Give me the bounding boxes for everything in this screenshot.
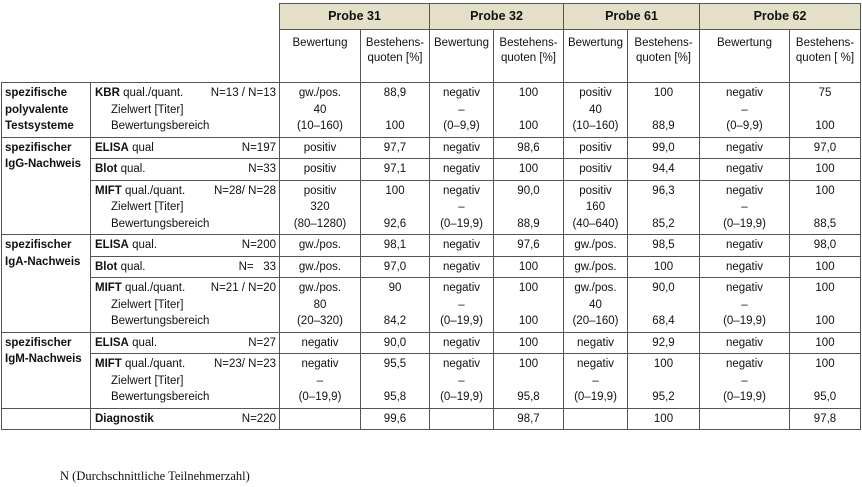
test-cell: Blot qual. N=33 — [91, 159, 280, 181]
table-row — [2, 332, 861, 354]
quote-cell: 100 — [628, 256, 700, 278]
quote-cell: 88,9 100 — [361, 83, 430, 138]
quote-cell: 90,0 68,4 — [628, 278, 700, 333]
quote-cell: 75 100 — [790, 83, 861, 138]
bewertung-cell — [430, 408, 494, 430]
test-cell: ELISA qual N=197 — [91, 137, 280, 159]
bewertung-cell: negativ – (0–19,9) — [700, 278, 790, 333]
bewertung-cell: gw./pos. 40 (20–160) — [564, 278, 628, 333]
quote-cell: 100 95,2 — [628, 354, 700, 409]
quote-cell: 100 95,0 — [790, 354, 861, 409]
quote-cell: 98,5 — [628, 235, 700, 257]
quote-cell: 98,1 — [361, 235, 430, 257]
bewertung-cell: negativ – (0–9,9) — [700, 83, 790, 138]
footnote: N (Durchschnittliche Teilnehmerzahl) — [60, 469, 250, 483]
quote-cell: 97,0 — [361, 256, 430, 278]
bewertung-cell: positiv — [280, 137, 361, 159]
quote-cell: 100 100 — [790, 278, 861, 333]
quote-cell: 99,6 — [361, 408, 430, 430]
quote-cell: 100 — [494, 332, 564, 354]
bewertung-cell: negativ – (0–19,9) — [430, 180, 494, 235]
bewertung-cell: negativ — [430, 256, 494, 278]
quote-cell: 97,7 — [361, 137, 430, 159]
quote-cell: 100 — [790, 256, 861, 278]
quote-cell: 100 — [790, 332, 861, 354]
bewertung-cell: negativ — [700, 137, 790, 159]
col-bewertung: Bewertung — [564, 30, 628, 83]
bewertung-cell: negativ — [430, 137, 494, 159]
quote-cell: 98,7 — [494, 408, 564, 430]
bewertung-cell: negativ — [430, 159, 494, 181]
quote-cell: 95,5 95,8 — [361, 354, 430, 409]
quote-cell: 100 — [790, 159, 861, 181]
bewertung-cell — [280, 408, 361, 430]
header-blank — [2, 4, 280, 30]
probe-header: Probe 62 — [700, 4, 861, 30]
col-quote: Bestehens- quoten [%] — [361, 30, 430, 83]
bewertung-cell: positiv — [280, 159, 361, 181]
col-quote: Bestehens- quoten [ %] — [790, 30, 861, 83]
test-cell: ELISA qual. N=27 — [91, 332, 280, 354]
col-bewertung: Bewertung — [700, 30, 790, 83]
quote-cell: 98,0 — [790, 235, 861, 257]
bewertung-cell: negativ — [430, 235, 494, 257]
bewertung-cell: gw./pos. — [280, 235, 361, 257]
quote-cell: 100 100 — [494, 83, 564, 138]
quote-cell: 100 88,5 — [790, 180, 861, 235]
probe-header: Probe 32 — [430, 4, 564, 30]
col-quote: Bestehens- quoten [%] — [494, 30, 564, 83]
test-cell: ELISA qual. N=200 — [91, 235, 280, 257]
col-bewertung: Bewertung — [430, 30, 494, 83]
bewertung-cell: gw./pos. 40 (10–160) — [280, 83, 361, 138]
probe-header: Probe 61 — [564, 4, 700, 30]
bewertung-cell: negativ – (0–19,9) — [280, 354, 361, 409]
quote-cell: 99,0 — [628, 137, 700, 159]
table-row — [2, 235, 861, 257]
test-cell: Diagnostik N=220 — [91, 408, 280, 430]
test-cell: MIFT qual./quant. N=28/ N=28 Zielwert [Titer] Bewertungsbereich — [91, 180, 280, 235]
quote-cell: 97,1 — [361, 159, 430, 181]
quote-cell: 90 84,2 — [361, 278, 430, 333]
results-table — [1, 3, 861, 430]
bewertung-cell: negativ — [430, 332, 494, 354]
bewertung-cell: gw./pos. — [280, 256, 361, 278]
bewertung-cell: negativ — [700, 235, 790, 257]
col-bewertung: Bewertung — [280, 30, 361, 83]
table-row — [2, 354, 861, 409]
table-row — [2, 180, 861, 235]
bewertung-cell: negativ — [564, 332, 628, 354]
probe-header: Probe 31 — [280, 4, 430, 30]
group-label-empty — [2, 408, 91, 430]
quote-cell: 100 — [494, 159, 564, 181]
bewertung-cell: gw./pos. 80 (20–320) — [280, 278, 361, 333]
test-cell: MIFT qual./quant. N=21 / N=20 Zielwert [Titer] Bewertungsbereich — [91, 278, 280, 333]
bewertung-cell: negativ – (0–19,9) — [700, 354, 790, 409]
bewertung-cell: negativ — [280, 332, 361, 354]
quote-cell: 100 — [494, 256, 564, 278]
table-row — [2, 83, 861, 138]
bewertung-cell: negativ – (0–19,9) — [430, 278, 494, 333]
quote-cell: 100 — [628, 408, 700, 430]
subheader-blank — [2, 30, 280, 83]
bewertung-cell: gw./pos. — [564, 256, 628, 278]
quote-cell: 96,3 85,2 — [628, 180, 700, 235]
bewertung-cell: positiv — [564, 159, 628, 181]
test-cell: Blot qual. N= 33 — [91, 256, 280, 278]
bewertung-cell: negativ – (0–9,9) — [430, 83, 494, 138]
test-cell: MIFT qual./quant. N=23/ N=23 Zielwert [Titer] Bewertungsbereich — [91, 354, 280, 409]
bewertung-cell: negativ – (0–19,9) — [700, 180, 790, 235]
bewertung-cell: positiv 320 (80–1280) — [280, 180, 361, 235]
table-row — [2, 159, 861, 181]
table-row — [2, 278, 861, 333]
quote-cell: 100 88,9 — [628, 83, 700, 138]
table-row — [2, 137, 861, 159]
bewertung-cell: negativ — [700, 332, 790, 354]
quote-cell: 100 100 — [494, 278, 564, 333]
quote-cell: 100 92,6 — [361, 180, 430, 235]
group-label: spezifischer IgA-Nachweis — [2, 235, 91, 333]
bewertung-cell — [700, 408, 790, 430]
quote-cell: 90,0 88,9 — [494, 180, 564, 235]
bewertung-cell: gw./pos. — [564, 235, 628, 257]
bewertung-cell: negativ – (0–19,9) — [430, 354, 494, 409]
bewertung-cell: negativ — [700, 159, 790, 181]
bewertung-cell: positiv 160 (40–640) — [564, 180, 628, 235]
test-cell: KBR qual./quant. N=13 / N=13 Zielwert [Titer] Bewertungsbereich — [91, 83, 280, 138]
group-label: spezifische polyvalente Testsysteme — [2, 83, 91, 138]
group-label: spezifischer IgG-Nachweis — [2, 137, 91, 235]
bewertung-cell: negativ – (0–19,9) — [564, 354, 628, 409]
quote-cell: 92,9 — [628, 332, 700, 354]
quote-cell: 100 95,8 — [494, 354, 564, 409]
quote-cell: 97,8 — [790, 408, 861, 430]
bewertung-cell: positiv — [564, 137, 628, 159]
group-label: spezifischer IgM-Nachweis — [2, 332, 91, 408]
bewertung-cell — [564, 408, 628, 430]
quote-cell: 94,4 — [628, 159, 700, 181]
quote-cell: 90,0 — [361, 332, 430, 354]
bewertung-cell: negativ — [700, 256, 790, 278]
bewertung-cell: positiv 40 (10–160) — [564, 83, 628, 138]
quote-cell: 97,0 — [790, 137, 861, 159]
table-row — [2, 408, 861, 430]
quote-cell: 98,6 — [494, 137, 564, 159]
quote-cell: 97,6 — [494, 235, 564, 257]
col-quote: Bestehens- quoten [%] — [628, 30, 700, 83]
table-row — [2, 256, 861, 278]
